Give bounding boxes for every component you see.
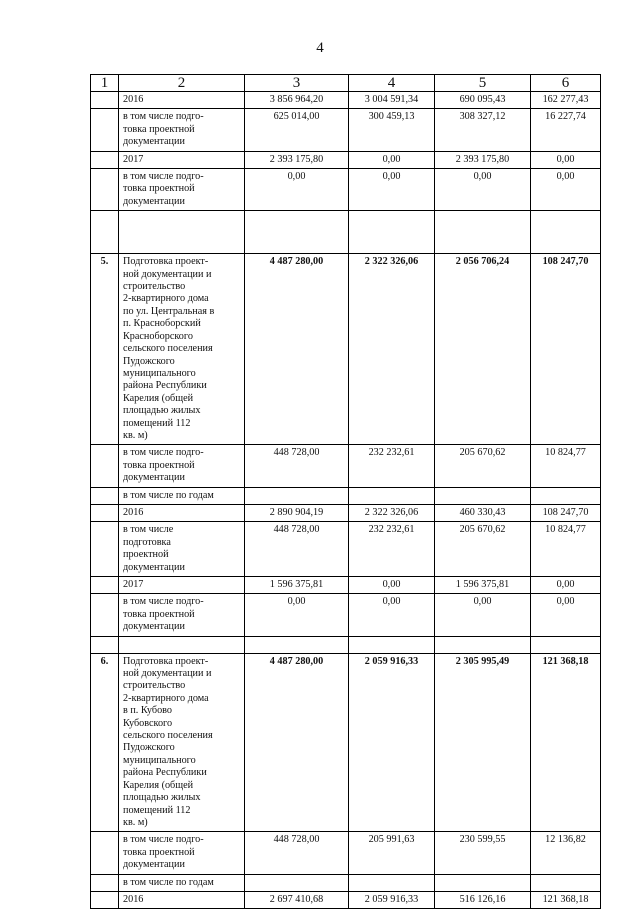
amount-cell: 10 824,77 [531,522,601,577]
table-row [91,594,601,636]
amount-cell: 308 327,12 [435,109,531,151]
description-cell: в том числе подго- товка проектной документации [119,445,245,487]
column-header: 2 [119,75,245,92]
table-row [91,891,601,908]
amount-cell: 10 824,77 [531,445,601,487]
table-row [91,577,601,594]
amount-cell: 16 227,74 [531,109,601,151]
table-row [91,109,601,151]
description-cell: 2016 [119,891,245,908]
amount-cell [245,487,349,504]
spacer-cell [91,636,119,653]
amount-cell: 2 393 175,80 [245,151,349,168]
column-header: 4 [349,75,435,92]
amount-cell: 0,00 [245,594,349,636]
row-number-cell [91,874,119,891]
amount-cell [349,874,435,891]
amount-cell [531,874,601,891]
amount-cell: 1 596 375,81 [435,577,531,594]
amount-cell [435,874,531,891]
amount-cell: 2 697 410,68 [245,891,349,908]
table-row [91,169,601,211]
description-cell: в том числе подго- товка проектной документации [119,109,245,151]
amount-cell: 0,00 [531,151,601,168]
table-row [91,832,601,874]
amount-cell: 2 393 175,80 [435,151,531,168]
amount-cell: 4 487 280,00 [245,653,349,832]
column-header: 1 [91,75,119,92]
amount-cell: 0,00 [245,169,349,211]
description-cell: Подготовка проект- ной документации и строительство 2-квартирного дома в п. Кубово Кубовского сельского поселения Пудожского муниципального района Республики Карелия (общей площадью жилых помещений 112 кв. м) [119,653,245,832]
amount-cell: 162 277,43 [531,92,601,109]
amount-cell: 0,00 [531,169,601,211]
amount-cell: 232 232,61 [349,522,435,577]
table-row [91,653,601,832]
amount-cell: 2 305 995,49 [435,653,531,832]
column-header: 5 [435,75,531,92]
table-row [91,874,601,891]
spacer-cell [435,211,531,254]
amount-cell: 108 247,70 [531,504,601,521]
amount-cell: 625 014,00 [245,109,349,151]
amount-cell: 460 330,43 [435,504,531,521]
amount-cell: 2 322 326,06 [349,254,435,445]
table-header-row [91,75,601,92]
description-cell: 2016 [119,92,245,109]
amount-cell: 2 056 706,24 [435,254,531,445]
amount-cell: 121 368,18 [531,891,601,908]
row-number-cell [91,594,119,636]
row-number-cell [91,891,119,908]
row-number-cell [91,151,119,168]
description-cell: в том числе подго- товка проектной документации [119,832,245,874]
row-number-cell [91,504,119,521]
row-number-cell: 5. [91,254,119,445]
spacer-cell [435,636,531,653]
amount-cell: 1 596 375,81 [245,577,349,594]
description-cell: в том числе подго- товка проектной документации [119,594,245,636]
amount-cell: 2 322 326,06 [349,504,435,521]
table-row [91,151,601,168]
row-number-cell [91,487,119,504]
amount-cell: 0,00 [435,169,531,211]
amount-cell: 690 095,43 [435,92,531,109]
amount-cell: 205 670,62 [435,445,531,487]
description-cell: 2017 [119,577,245,594]
amount-cell: 448 728,00 [245,522,349,577]
spacer-cell [119,636,245,653]
amount-cell: 448 728,00 [245,832,349,874]
spacer-cell [349,211,435,254]
description-cell: в том числе по годам [119,874,245,891]
description-cell: в том числе подго- товка проектной документации [119,169,245,211]
amount-cell [349,487,435,504]
amount-cell: 2 059 916,33 [349,891,435,908]
amount-cell: 121 368,18 [531,653,601,832]
description-cell: 2017 [119,151,245,168]
amount-cell: 4 487 280,00 [245,254,349,445]
spacer-cell [531,636,601,653]
amount-cell: 205 991,63 [349,832,435,874]
table-row [91,92,601,109]
amount-cell: 0,00 [435,594,531,636]
row-number-cell [91,169,119,211]
amount-cell: 516 126,16 [435,891,531,908]
column-header: 3 [245,75,349,92]
table-row [91,254,601,445]
amount-cell: 230 599,55 [435,832,531,874]
spacer-cell [245,636,349,653]
amount-cell: 232 232,61 [349,445,435,487]
row-number-cell [91,445,119,487]
budget-table [90,74,601,909]
description-cell: Подготовка проект- ной документации и строительство 2-квартирного дома по ул. Центральная в п. Красноборский Красноборского сельского поселения Пудожского муниципального района Республики Карелия (общей площадью жилых помещений 112 кв. м) [119,254,245,445]
spacer-cell [349,636,435,653]
spacer-cell [91,211,119,254]
amount-cell: 0,00 [349,577,435,594]
row-number-cell [91,92,119,109]
spacer-cell [531,211,601,254]
amount-cell: 0,00 [349,169,435,211]
description-cell: в том числе по годам [119,487,245,504]
column-header: 6 [531,75,601,92]
row-number-cell [91,109,119,151]
table-row [91,445,601,487]
spacer-cell [245,211,349,254]
table-body [91,75,601,909]
row-number-cell: 6. [91,653,119,832]
table-row [91,522,601,577]
spacer-row [91,211,601,254]
amount-cell [245,874,349,891]
row-number-cell [91,577,119,594]
description-cell: в том числе подготовка проектной документации [119,522,245,577]
amount-cell [435,487,531,504]
amount-cell: 3 004 591,34 [349,92,435,109]
amount-cell: 448 728,00 [245,445,349,487]
table-row [91,504,601,521]
row-number-cell [91,522,119,577]
amount-cell [531,487,601,504]
spacer-cell [119,211,245,254]
amount-cell: 12 136,82 [531,832,601,874]
row-number-cell [91,832,119,874]
amount-cell: 2 059 916,33 [349,653,435,832]
amount-cell: 108 247,70 [531,254,601,445]
amount-cell: 0,00 [531,577,601,594]
page-number: 4 [316,40,324,56]
amount-cell: 300 459,13 [349,109,435,151]
amount-cell: 0,00 [349,594,435,636]
amount-cell: 0,00 [349,151,435,168]
amount-cell: 2 890 904,19 [245,504,349,521]
description-cell: 2016 [119,504,245,521]
table-row [91,487,601,504]
spacer-row [91,636,601,653]
amount-cell: 0,00 [531,594,601,636]
amount-cell: 205 670,62 [435,522,531,577]
amount-cell: 3 856 964,20 [245,92,349,109]
